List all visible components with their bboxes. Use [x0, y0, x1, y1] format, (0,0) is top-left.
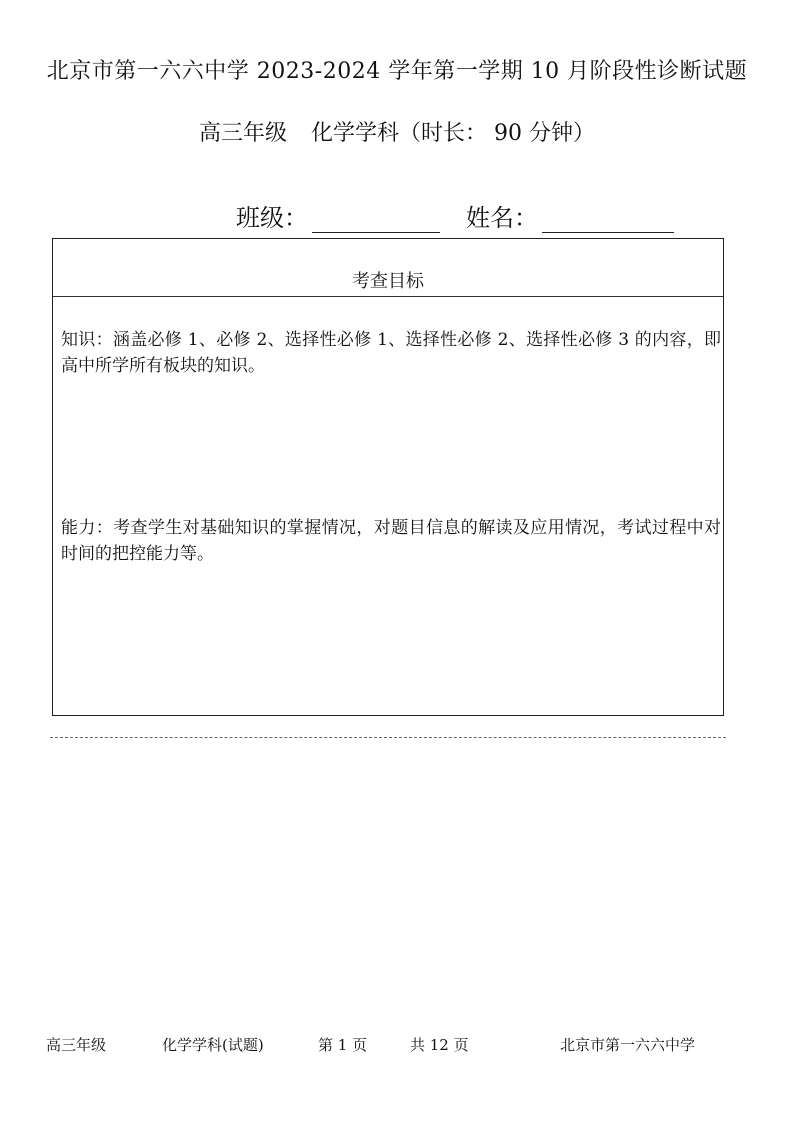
knowledge-text: 知识：涵盖必修 1、必修 2、选择性必修 1、选择性必修 2、选择性必修 3 的内容，即高中所学所有板块的知识。	[61, 330, 721, 376]
footer-grade: 高三年级	[46, 1036, 107, 1054]
student-info-fields	[236, 198, 674, 233]
name-label: 姓名：	[466, 204, 538, 232]
ability-text: 能力：考查学生对基础知识的掌握情况，对题目信息的解读及应用情况，考试过程中对时间的把控能力等。	[61, 518, 721, 564]
class-blank[interactable]	[312, 208, 440, 233]
subject-duration: 化学学科（时长： 90 分钟）	[311, 121, 595, 146]
objectives-box	[52, 238, 724, 716]
footer-subject: 化学学科(试题)	[162, 1036, 264, 1054]
footer-school: 北京市第一六六中学	[560, 1036, 696, 1054]
class-label: 班级：	[236, 204, 308, 232]
exam-title: 北京市第一六六中学 2023-2024 学年第一学期 10 月阶段性诊断试题	[46, 59, 748, 84]
footer-page-number: 第 1 页	[318, 1036, 368, 1054]
cut-line-divider	[50, 737, 726, 738]
objectives-heading: 考查目标	[352, 271, 424, 292]
grade-label: 高三年级	[199, 121, 288, 146]
name-blank[interactable]	[542, 208, 674, 233]
exam-subtitle	[0, 116, 794, 147]
objectives-header	[53, 239, 723, 297]
footer-page-total: 共 12 页	[410, 1036, 469, 1054]
